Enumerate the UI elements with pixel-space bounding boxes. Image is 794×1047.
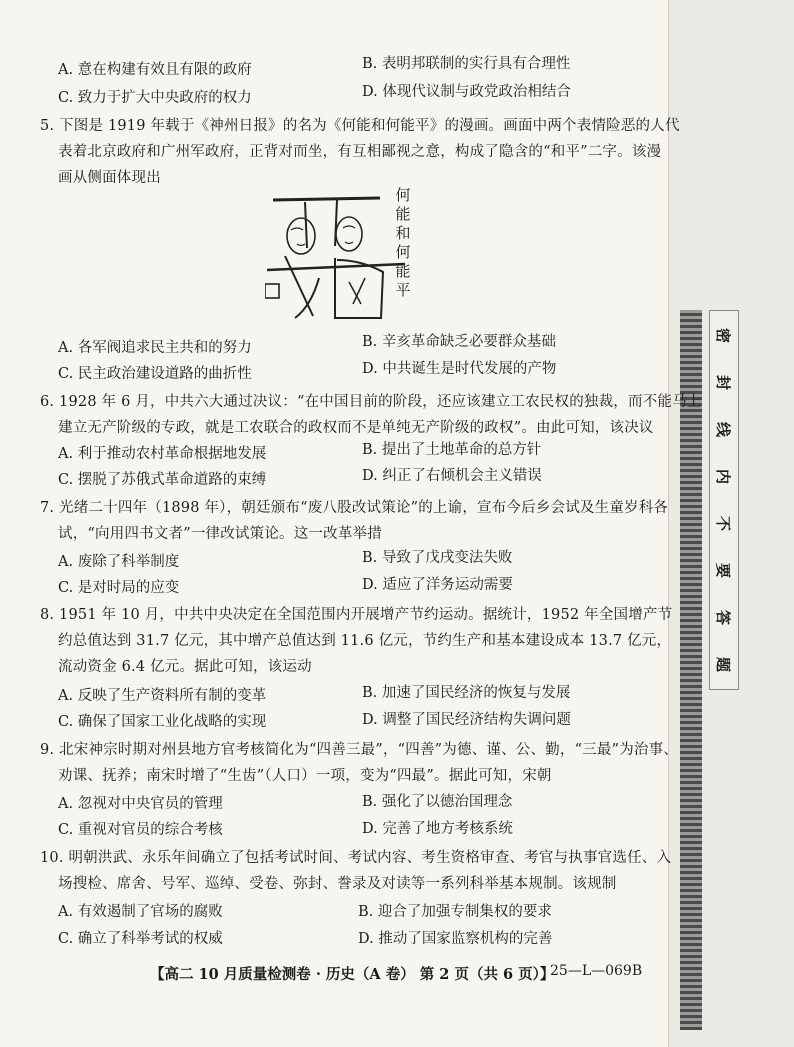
- q5-option-d: D. 中共诞生是时代发展的产物: [362, 361, 557, 377]
- q6-option-d: D. 纠正了右倾机会主义错误: [362, 468, 542, 484]
- q9-option-d: D. 完善了地方考核系统: [362, 821, 513, 837]
- q10-option-c: C. 确立了科举考试的权威: [58, 931, 223, 947]
- q6-option-a: A. 利于推动农村革命根据地发展: [58, 446, 267, 462]
- q8-stem-line-3: 流动资金 6.4 亿元。据此可知，该运动: [58, 659, 312, 675]
- q7-option-a: A. 废除了科举制度: [58, 554, 180, 570]
- seal-char: 题: [714, 656, 733, 673]
- q10-stem-line-2: 场搜检、席舍、号军、巡绰、受卷、弥封、誊录及对读等一系列科举基本规制。该规制: [58, 876, 617, 892]
- seal-char: 封: [714, 374, 733, 391]
- sealing-line-notice: [709, 310, 739, 690]
- q8-option-d: D. 调整了国民经济结构失调问题: [362, 712, 571, 728]
- q5-stem-line-3: 画从侧面体现出: [58, 170, 161, 186]
- q9-option-a: A. 忽视对中央官员的管理: [58, 796, 223, 812]
- q10-stem-line-1: 10. 明朝洪武、永乐年间确立了包括考试时间、考试内容、考生资格审查、考官与执事官选任、入: [40, 850, 672, 866]
- q4-option-c: C. 致力于扩大中央政府的权力: [58, 90, 252, 106]
- q8-option-a: A. 反映了生产资料所有制的变革: [58, 688, 267, 704]
- q10-option-b: B. 迎合了加强专制集权的要求: [358, 904, 552, 920]
- seal-char: 线: [714, 421, 733, 438]
- q10-option-d: D. 推动了国家监察机构的完善: [358, 931, 553, 947]
- q8-option-c: C. 确保了国家工业化战略的实现: [58, 714, 267, 730]
- q5-stem-line-1: 5. 下图是 1919 年载于《神州日报》的名为《何能和何能平》的漫画。画面中两个表情险恶的人代: [40, 118, 680, 134]
- q5-option-a: A. 各军阀追求民主共和的努力: [58, 340, 252, 356]
- seal-char: 内: [714, 468, 733, 485]
- page-footer-code: 25—L—069B: [550, 963, 643, 979]
- q8-stem-line-2: 约总值达到 31.7 亿元，其中增产总值达到 11.6 亿元，节约生产和基本建设成本 13.7 亿元，: [58, 633, 672, 649]
- seal-char: 不: [714, 515, 733, 532]
- q7-stem-line-1: 7. 光绪二十四年（1898 年），朝廷颁布“废八股改试策论”的上谕，宣布今后乡会试及生童岁科各: [40, 500, 669, 516]
- q5-stem-line-2: 表着北京政府和广州军政府，正背对而坐，有互相鄙视之意，构成了隐含的“和平”二字。该漫: [58, 144, 662, 160]
- seal-char: 要: [714, 562, 733, 579]
- page-footer-title: 【高二 10 月质量检测卷 · 历史（A 卷） 第 2 页（共 6 页）】: [150, 966, 555, 983]
- q8-stem-line-1: 8. 1951 年 10 月，中共中央决定在全国范围内开展增产节约运动。据统计，1952 年全国增产节: [40, 607, 673, 623]
- q5-option-b: B. 辛亥革命缺乏必要群众基础: [362, 334, 556, 350]
- q6-stem-line-2: 建立无产阶级的专政，就是工农联合的政权而不是单纯无产阶级的政权”。由此可知，该决议: [58, 420, 654, 436]
- q5-option-c: C. 民主政治建设道路的曲折性: [58, 366, 252, 382]
- q9-option-b: B. 强化了以德治国理念: [362, 794, 513, 810]
- cartoon-caption: 何 能 和 何 能 平: [395, 186, 411, 299]
- q6-option-b: B. 提出了土地革命的总方针: [362, 442, 542, 458]
- binding-stripe: [680, 310, 702, 1030]
- seal-char: 密: [714, 327, 733, 344]
- q9-stem-line-1: 9. 北宋神宗时期对州县地方官考核简化为“四善三最”，“四善”为德、谨、公、勤，“三最”为治事、: [40, 742, 679, 758]
- q8-option-b: B. 加速了国民经济的恢复与发展: [362, 685, 571, 701]
- q4-option-b: B. 表明邦联制的实行具有合理性: [362, 56, 571, 72]
- q7-option-c: C. 是对时局的应变: [58, 580, 180, 596]
- q7-stem-line-2: 试，“向用四书文者”一律改试策论。这一改革举措: [58, 526, 382, 542]
- q4-option-d: D. 体现代议制与政党政治相结合: [362, 84, 571, 100]
- seal-char: 答: [714, 609, 733, 626]
- q4-option-a: A. 意在构建有效且有限的政府: [58, 62, 252, 78]
- q7-option-d: D. 适应了洋务运动需要: [362, 577, 513, 593]
- q9-stem-line-2: 劝课、抚养；南宋时增了“生齿”（人口）一项，变为“四最”。据此可知，宋朝: [58, 768, 552, 784]
- q7-option-b: B. 导致了戊戌变法失败: [362, 550, 513, 566]
- q9-option-c: C. 重视对官员的综合考核: [58, 822, 223, 838]
- q10-option-a: A. 有效遏制了官场的腐败: [58, 904, 223, 920]
- q6-option-c: C. 摆脱了苏俄式革命道路的束缚: [58, 472, 267, 488]
- q6-stem-line-1: 6. 1928 年 6 月，中共六大通过决议：“在中国目前的阶段，还应该建立工农民权的独裁，而不能马上: [40, 394, 702, 410]
